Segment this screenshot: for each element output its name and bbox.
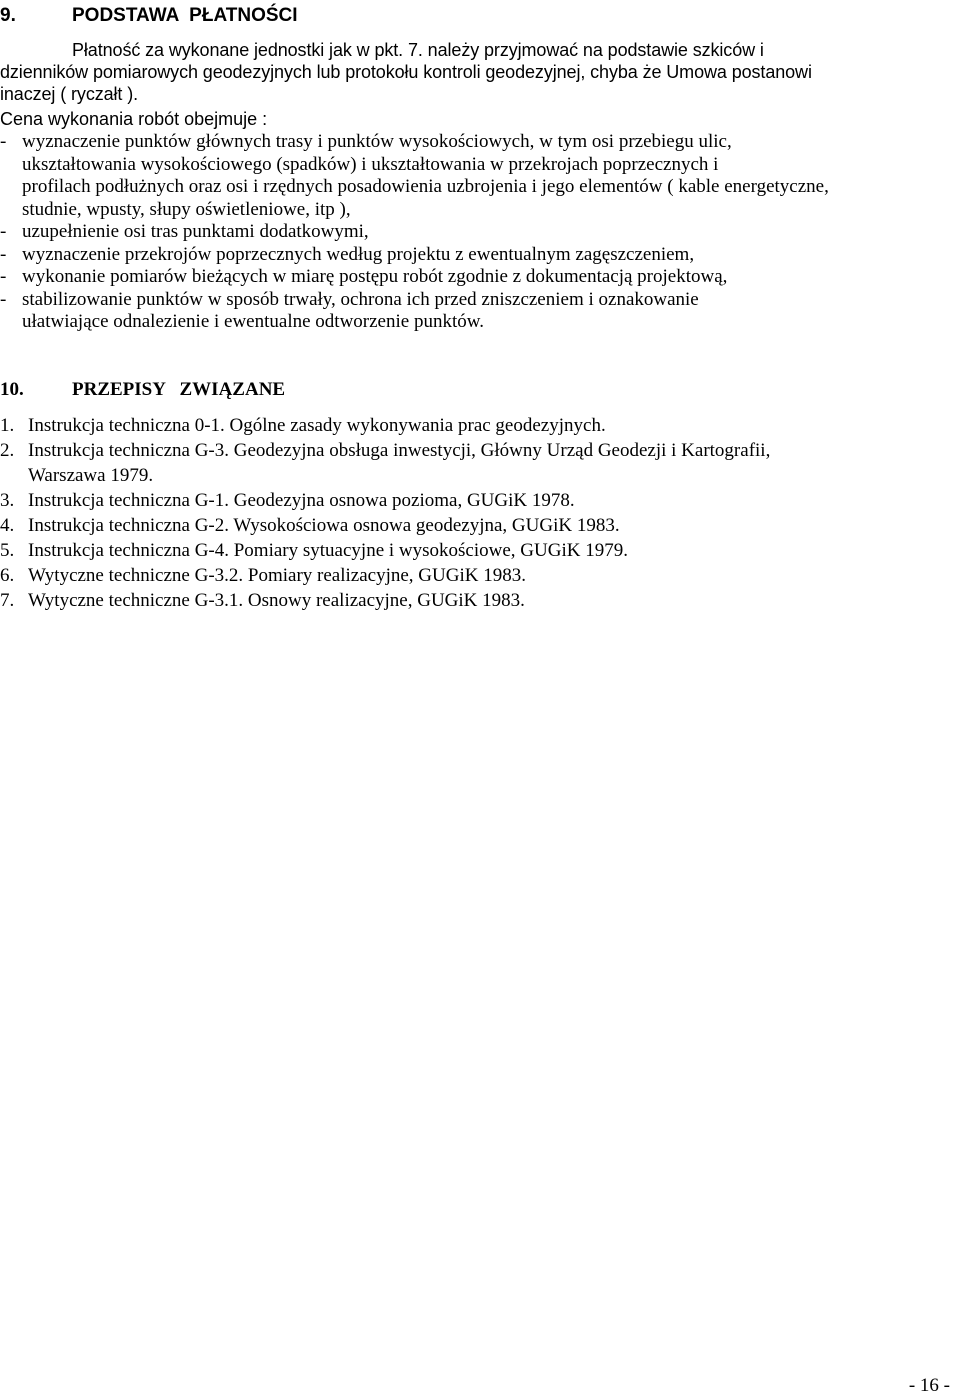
reference-number: 7. — [0, 590, 15, 611]
list-item-line: stabilizowanie punktów w sposób trwały, ochrona ich przed zniszczeniem i oznakowanie — [22, 288, 699, 310]
reference-item — [0, 513, 958, 538]
paragraph-line: Płatność za wykonane jednostki jak w pkt. 7. należy przyjmować na podstawie szkiców i — [72, 40, 764, 60]
reference-line: Instrukcja techniczna 0-1. Ogólne zasady wykonywania prac geodezyjnych. — [28, 415, 606, 436]
list-dash: - — [0, 243, 7, 265]
cost-items-list — [0, 131, 958, 334]
reference-line: Instrukcja techniczna G-4. Pomiary sytuacyjne i wysokościowe, GUGiK 1979. — [28, 540, 628, 561]
list-item-line: wyznaczenie przekrojów poprzecznych według projektu z ewentualnym zagęszczeniem, — [22, 243, 695, 265]
cost-intro — [0, 108, 958, 130]
reference-item — [0, 438, 958, 488]
reference-item — [0, 588, 958, 613]
reference-line: Wytyczne techniczne G-3.2. Pomiary realizacyjne, GUGiK 1983. — [28, 565, 526, 586]
reference-number: 5. — [0, 540, 15, 561]
page-number: - 16 - — [908, 1375, 950, 1396]
list-item-line: ułatwiające odnalezienie i ewentualne odtworzenie punktów. — [22, 311, 484, 332]
reference-item — [0, 413, 958, 438]
section-9-number: 9. — [0, 5, 16, 26]
regulations-list — [0, 413, 958, 613]
list-item — [0, 289, 958, 334]
list-dash: - — [0, 221, 7, 242]
reference-number: 1. — [0, 415, 15, 436]
list-item-line: uzupełnienie osi tras punktami dodatkowymi, — [22, 221, 369, 242]
reference-item — [0, 563, 958, 588]
list-item-line: studnie, wpusty, słupy oświetleniowe, itp ), — [22, 198, 351, 220]
reference-number: 3. — [0, 490, 15, 511]
paragraph-line: inaczej ( ryczałt ). — [0, 84, 139, 104]
list-item-line: profilach podłużnych oraz osi i rzędnych posadowienia uzbrojenia i jego elementów ( kable energetyczne, — [22, 176, 829, 197]
list-item-line: ukształtowania wysokościowego (spadków) i ukształtowania w przekrojach poprzecznych i — [22, 153, 719, 175]
reference-line: Instrukcja techniczna G-1. Geodezyjna osnowa pozioma, GUGiK 1978. — [28, 490, 575, 511]
reference-line: Instrukcja techniczna G-2. Wysokościowa osnowa geodezyjna, GUGiK 1983. — [28, 515, 620, 536]
list-item — [0, 221, 958, 244]
list-item-line: wyznaczenie punktów głównych trasy i punktów wysokościowych, w tym osi przebiegu ulic, — [22, 131, 732, 152]
list-dash: - — [0, 288, 7, 310]
list-dash: - — [0, 266, 7, 287]
reference-number: 2. — [0, 440, 15, 461]
section-9-heading — [0, 4, 298, 28]
list-item — [0, 131, 958, 221]
section-9-title: PODSTAWA PŁATNOŚCI — [72, 5, 298, 26]
reference-item — [0, 538, 958, 563]
section-10-heading — [0, 378, 285, 402]
list-item — [0, 244, 958, 267]
section-10-number: 10. — [0, 379, 24, 400]
reference-line: Instrukcja techniczna G-3. Geodezyjna obsługa inwestycji, Główny Urząd Geodezji i Kartografii, — [28, 440, 771, 461]
list-item-line: wykonanie pomiarów bieżących w miarę postępu robót zgodnie z dokumentacją projektową, — [22, 266, 728, 287]
section-10-title: PRZEPISY ZWIĄZANE — [72, 379, 286, 400]
reference-line: Warszawa 1979. — [28, 465, 154, 486]
reference-number: 4. — [0, 515, 15, 536]
reference-line: Wytyczne techniczne G-3.1. Osnowy realizacyjne, GUGiK 1983. — [28, 590, 525, 611]
reference-number: 6. — [0, 565, 15, 586]
list-item — [0, 266, 958, 289]
payment-paragraph — [0, 39, 958, 105]
cost-intro-text: Cena wykonania robót obejmuje : — [0, 109, 268, 129]
reference-item — [0, 488, 958, 513]
list-dash: - — [0, 131, 7, 152]
paragraph-line: dzienników pomiarowych geodezyjnych lub protokołu kontroli geodezyjnej, chyba że Umowa postanowi — [0, 62, 812, 82]
